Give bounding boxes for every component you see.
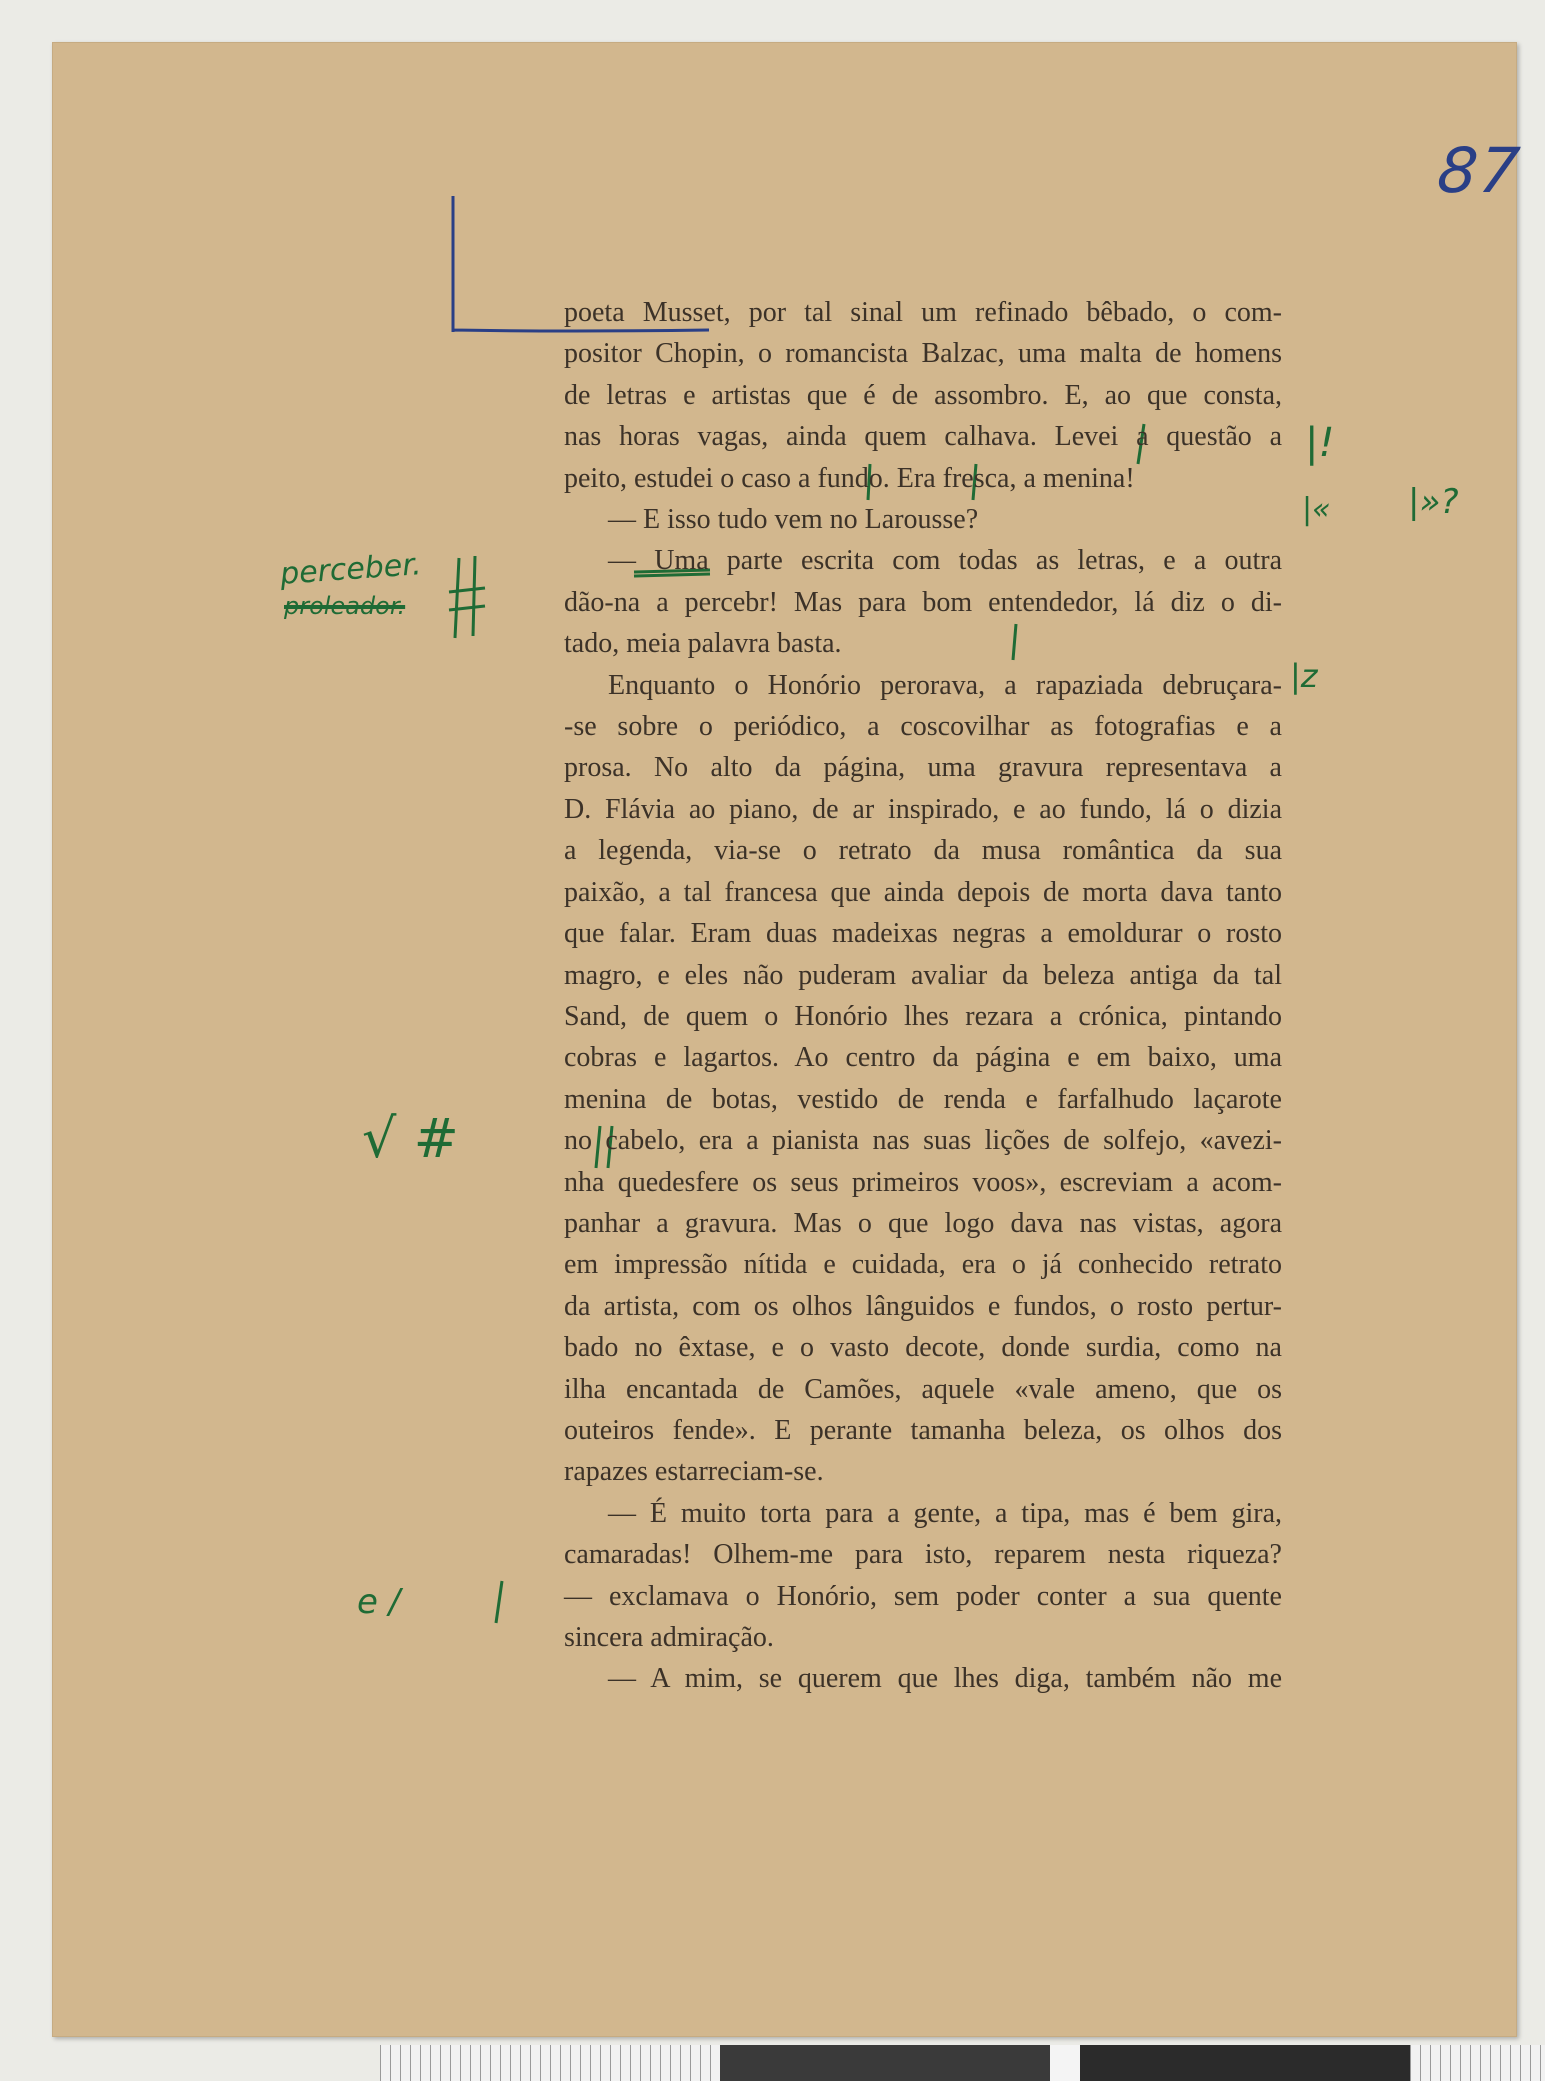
margin-note-e-slash: e / <box>357 1582 401 1622</box>
margin-note-struck-word: proleador. <box>284 592 406 620</box>
text-line: de letras e artistas que é de assombro. E, ao que consta, <box>564 379 1282 411</box>
margin-note-guillemet: |« <box>1302 492 1331 527</box>
text-line: camaradas! Olhem-me para isto, reparem nesta riqueza? <box>564 1539 1282 1571</box>
text-line: paixão, a tal francesa que ainda depois de morta dava tanto <box>564 876 1282 908</box>
text-line: prosa. No alto da página, uma gravura representava a <box>564 752 1282 784</box>
text-line: ilha encantada de Camões, aquele «vale ameno, que os <box>564 1373 1282 1405</box>
page-number: 87 <box>1434 134 1525 207</box>
ruler-dark-block <box>1080 2045 1410 2081</box>
text-line: — É muito torta para a gente, a tipa, mas é bem gira, <box>608 1497 1282 1529</box>
text-line: da artista, com os olhos lânguidos e fundos, o rosto pertur- <box>564 1290 1282 1322</box>
ruler-dark-block <box>720 2045 1050 2081</box>
text-line: — Uma parte escrita com todas as letras, e a outra <box>608 545 1282 577</box>
manuscript-page <box>52 42 1525 2037</box>
text-line: D. Flávia ao piano, de ar inspirado, e ao fundo, lá o dizia <box>564 793 1282 825</box>
text-line: positor Chopin, o romancista Balzac, uma malta de homens <box>564 338 1282 370</box>
text-line: — exclamava o Honório, sem poder conter a sua quente <box>564 1580 1282 1612</box>
margin-note-exclaim: |! <box>1305 420 1335 466</box>
text-line: nas horas vagas, ainda quem calhava. Levei a questão a <box>564 421 1282 453</box>
text-line: rapazes estarreciam-se. <box>564 1456 824 1488</box>
text-line: poeta Musset, por tal sinal um refinado bêbado, o com- <box>564 297 1282 328</box>
text-line: a legenda, via-se o retrato da musa romântica da sua <box>564 835 1282 867</box>
text-line: que falar. Eram duas madeixas negras a emoldurar o rosto <box>564 918 1282 950</box>
ruler-scale-left <box>380 2045 720 2081</box>
text-line: panhar a gravura. Mas o que logo dava nas vistas, agora <box>564 1207 1282 1239</box>
margin-hash-mark <box>447 552 487 642</box>
margin-note-check-hash: √ # <box>362 1107 459 1170</box>
text-line: bado no êxtase, e o vasto decote, donde surdia, como na <box>564 1332 1282 1364</box>
text-line: — E isso tudo vem no Larousse? <box>608 504 979 536</box>
calibration-ruler <box>380 2045 1545 2081</box>
text-line: sincera admiração. <box>564 1622 774 1653</box>
text-line: -se sobre o periódico, a coscovilhar as fotografias e a <box>564 711 1282 743</box>
text-line: em impressão nítida e cuidada, era o já conhecido retrato <box>564 1249 1282 1281</box>
text-line: outeiros fende». E perante tamanha beleza, os olhos dos <box>564 1414 1282 1446</box>
body-text <box>564 292 1282 1700</box>
ruler-scale-right <box>1410 2045 1545 2081</box>
text-line: peito, estudei o caso a fundo. Era fresca, a menina! <box>564 462 1135 494</box>
correction-tick-sincera <box>492 1577 506 1627</box>
text-line: tado, meia palavra basta. <box>564 628 842 660</box>
margin-note-z: |z <box>1290 657 1318 695</box>
text-line: cobras e lagartos. Ao centro da página e em baixo, uma <box>564 1042 1282 1074</box>
text-line: Sand, de quem o Honório lhes rezara a crónica, pintando <box>564 1000 1282 1032</box>
margin-note-guillemet-question: |»? <box>1408 482 1459 522</box>
text-line: menina de botas, vestido de renda e farfalhudo laçarote <box>564 1083 1282 1115</box>
text-line: no cabelo, era a pianista nas suas lições de solfejo, «avezi- <box>564 1125 1282 1157</box>
text-line: nha quedesfere os seus primeiros voos», escreviam a acom- <box>564 1166 1282 1198</box>
text-line: magro, e eles não puderam avaliar da beleza antiga da tal <box>564 959 1282 991</box>
text-line: dão-na a percebr! Mas para bom entendedor, lá diz o di- <box>564 586 1282 618</box>
text-line: Enquanto o Honório perorava, a rapaziada debruçara- <box>608 669 1282 701</box>
text-line: — A mim, se querem que lhes diga, também não me <box>608 1663 1282 1695</box>
ruler-light-gap <box>1050 2045 1080 2081</box>
margin-note-perceber: perceber. <box>278 547 423 592</box>
